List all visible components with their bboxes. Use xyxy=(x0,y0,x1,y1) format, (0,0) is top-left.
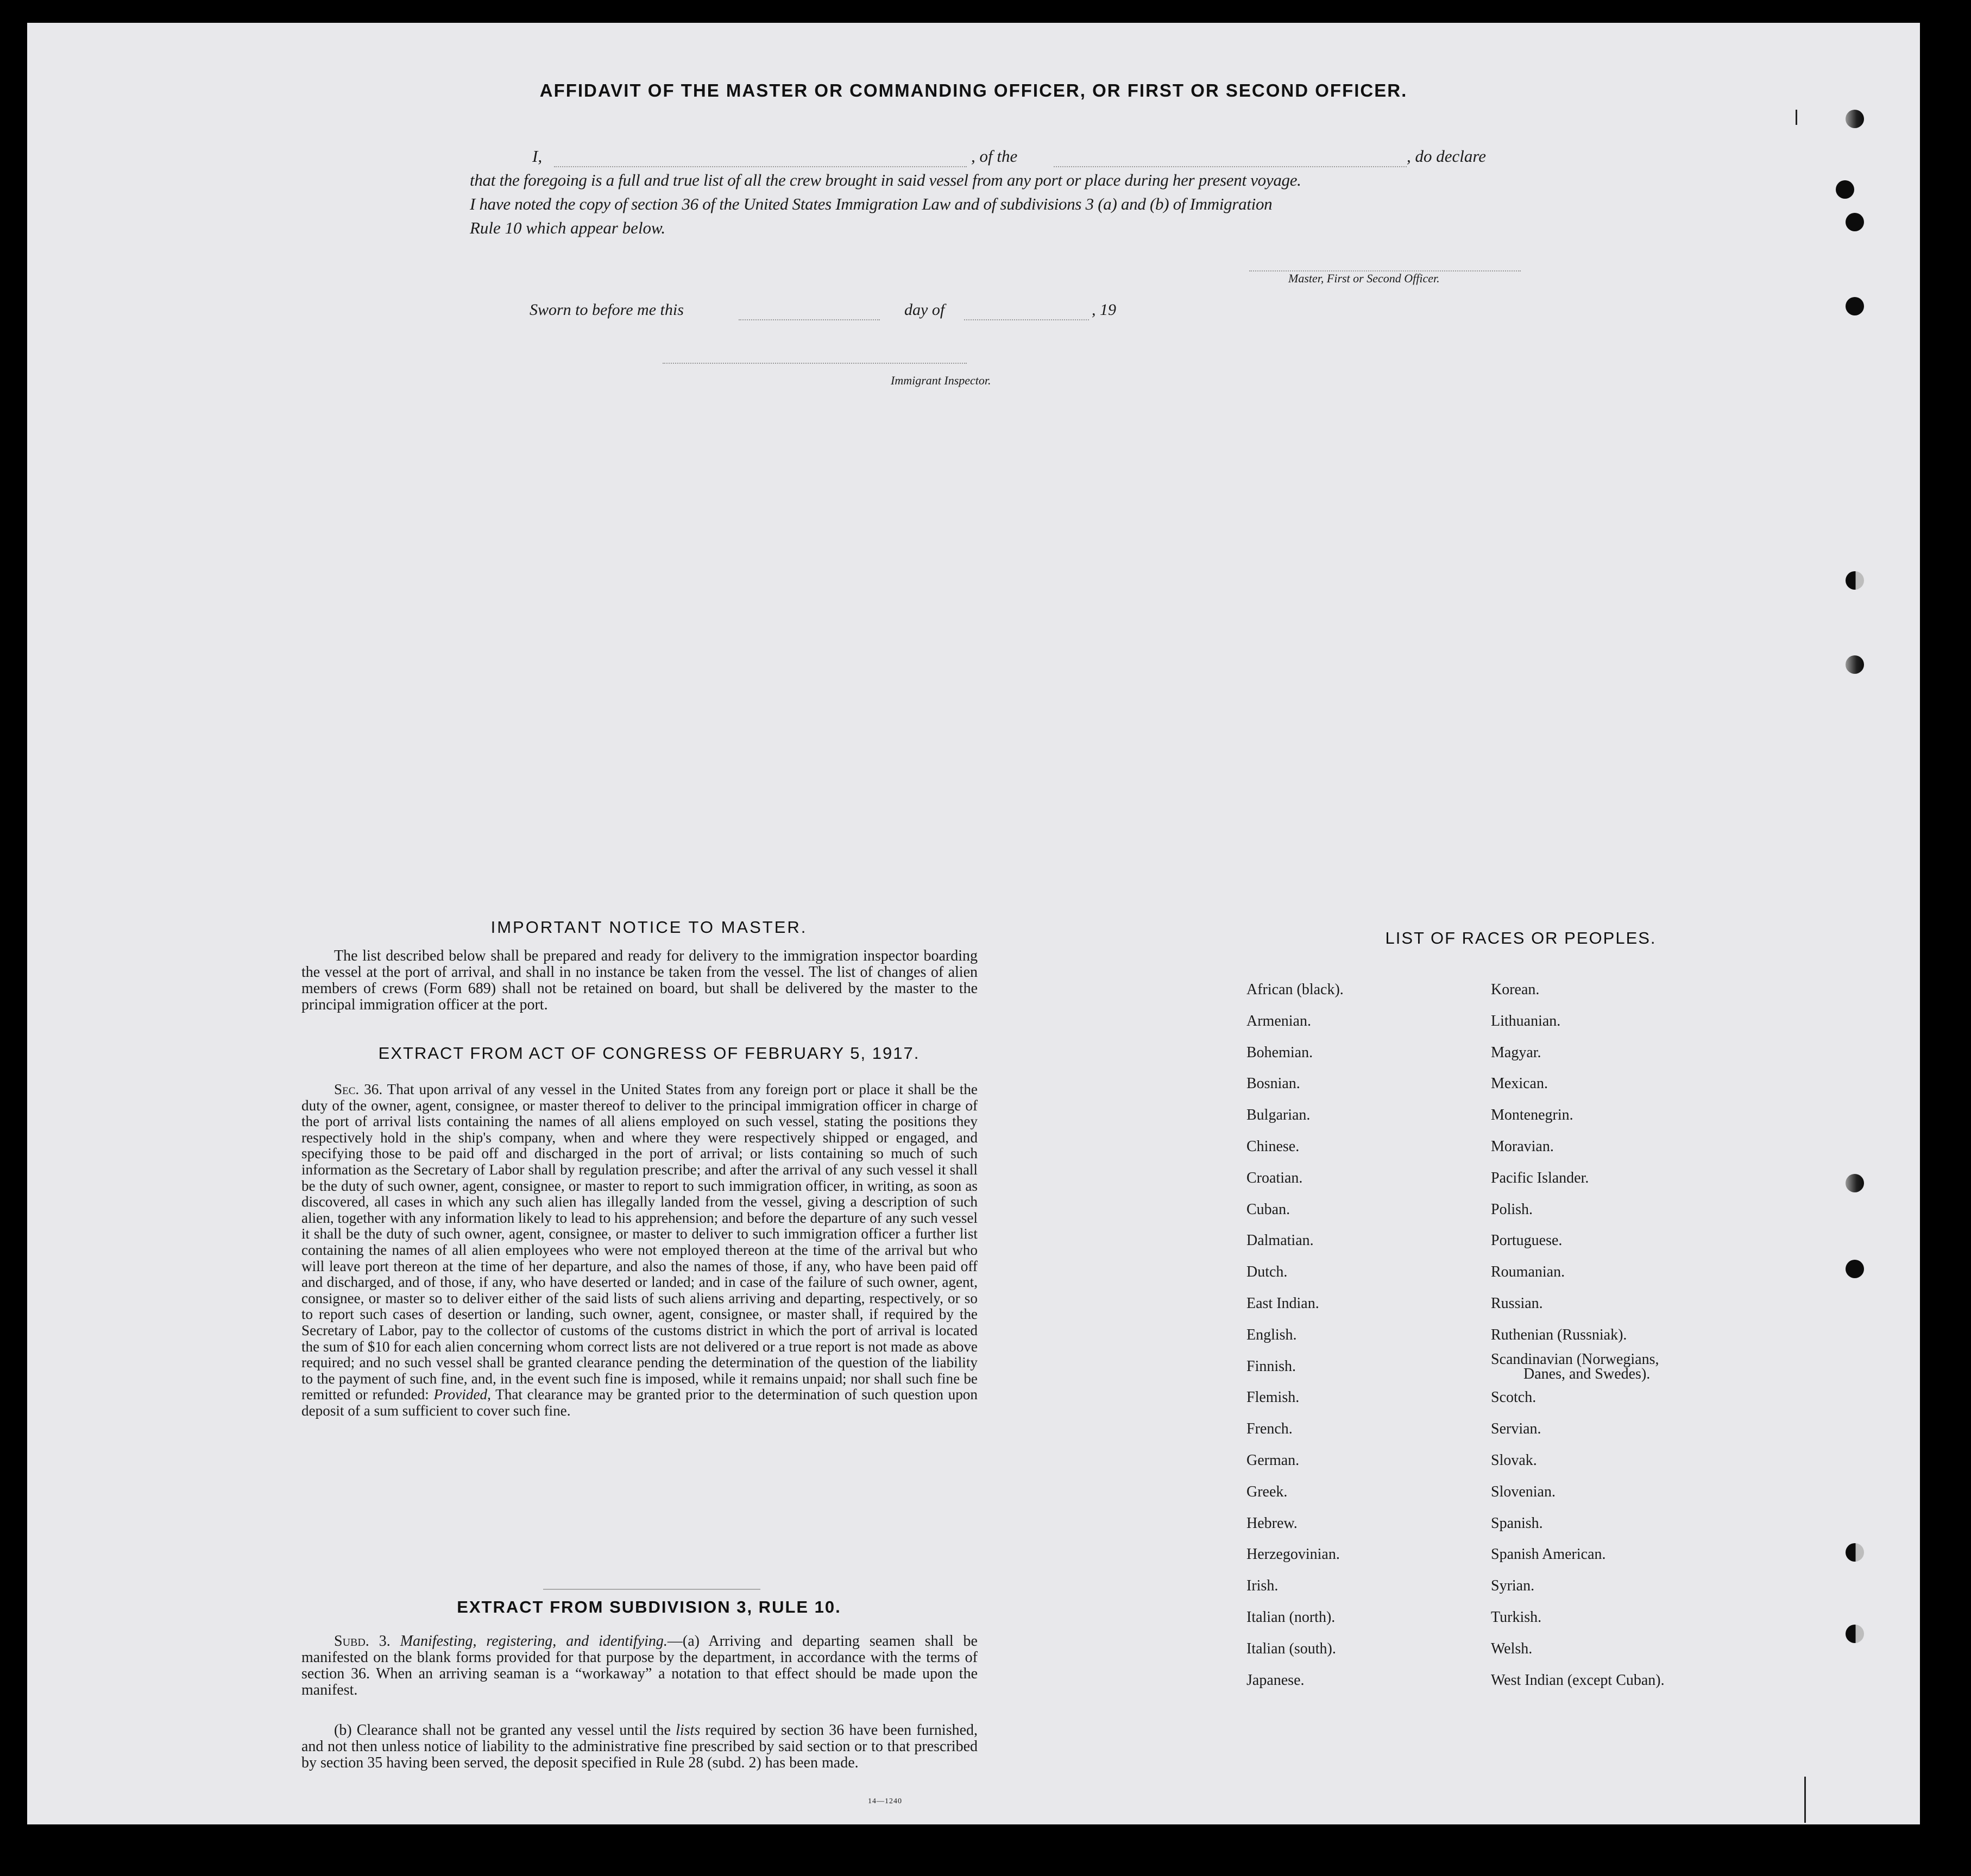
master-signature-label: Master, First or Second Officer. xyxy=(1288,271,1440,285)
declaration-line-4: Rule 10 which appear below. xyxy=(470,218,666,237)
declaration-line-3: I have noted the copy of section 36 of the United States Immigration Law and of subdivisions 3 (a) and (b) of Immigration xyxy=(470,194,1273,213)
race-item: Chinese. xyxy=(1246,1138,1300,1155)
binding-hole xyxy=(1846,1260,1864,1278)
race-item: Slovak. xyxy=(1491,1451,1537,1469)
race-item: Moravian. xyxy=(1491,1138,1554,1155)
race-item: Polish. xyxy=(1491,1201,1533,1218)
race-item: Bosnian. xyxy=(1246,1075,1300,1092)
races-left-column xyxy=(1246,974,1344,1696)
race-item: Slovenian. xyxy=(1491,1483,1556,1500)
race-item: German. xyxy=(1246,1451,1300,1469)
race-item: Magyar. xyxy=(1491,1044,1541,1061)
race-item: Syrian. xyxy=(1491,1577,1535,1595)
race-item: French. xyxy=(1246,1420,1293,1438)
notice-title: IMPORTANT NOTICE TO MASTER. xyxy=(490,918,808,937)
race-item: East Indian. xyxy=(1246,1294,1319,1312)
race-item: Hebrew. xyxy=(1246,1514,1298,1532)
race-item: Turkish. xyxy=(1491,1608,1542,1626)
sworn-line xyxy=(530,301,1208,325)
race-item: English. xyxy=(1246,1326,1297,1343)
notice-body: The list described below shall be prepared and ready for delivery to the immigration inspector boarding the vessel at the port of arrival, and shall in no instance be taken from the vessel. The list of changes of alien members of crews (Form 689) shall not be retained on board, but shall be delivered by the master to the principal immigration officer at the port. xyxy=(301,948,978,1013)
race-item: Korean. xyxy=(1491,981,1540,998)
race-item: Scotch. xyxy=(1491,1389,1537,1406)
sworn-day-field[interactable] xyxy=(739,319,880,320)
race-item: Bulgarian. xyxy=(1246,1107,1311,1124)
race-item: Montenegrin. xyxy=(1491,1107,1573,1124)
sworn-label: Sworn to before me this xyxy=(530,301,684,319)
form-number: 14—1240 xyxy=(868,1797,902,1805)
race-item: Herzegovinian. xyxy=(1246,1546,1340,1563)
race-item: Servian. xyxy=(1491,1420,1541,1438)
race-item: Lithuanian. xyxy=(1491,1012,1561,1029)
binding-hole xyxy=(1846,655,1864,674)
race-item: African (black). xyxy=(1246,981,1344,998)
race-item: Italian (north). xyxy=(1246,1608,1336,1626)
subdivision-para-a xyxy=(301,1633,978,1698)
para-b-end: required by section 36 have been furnished, and not then unless notice of liability to the administrative fine prescribed by said section or to that prescribed by section 35 having been served, the deposit specified in Rule 28 (subd. 2) has been made. xyxy=(301,1722,978,1771)
day-of-label: day of xyxy=(904,301,945,319)
inspector-signature-field[interactable] xyxy=(663,363,967,364)
race-item: Flemish. xyxy=(1246,1389,1300,1406)
race-item: West Indian (except Cuban). xyxy=(1491,1671,1665,1689)
race-item: Armenian. xyxy=(1246,1012,1311,1029)
declarant-name-field[interactable] xyxy=(554,166,967,167)
binding-hole xyxy=(1836,180,1854,199)
binding-hole xyxy=(1846,1174,1864,1192)
para-b-lists: lists xyxy=(676,1722,701,1739)
subd-para-a-text: —(a) Arriving and departing seamen shall be manifested on the blank forms provided for that purpose by the department, in accordance with the terms of section 36. When an arriving seaman is a “workaway” a notation to that effect should be made upon the manifest. xyxy=(301,1633,978,1698)
subd-heading: Manifesting, registering, and identifying. xyxy=(400,1633,668,1650)
binding-hole xyxy=(1846,297,1864,315)
affidavit-title: AFFIDAVIT OF THE MASTER OR COMMANDING OFFICER, OR FIRST OR SECOND OFFICER. xyxy=(539,80,1408,100)
race-item: Cuban. xyxy=(1246,1201,1290,1218)
race-item: Irish. xyxy=(1246,1577,1279,1595)
race-item: Spanish. xyxy=(1491,1514,1543,1532)
race-item: Scandinavian (Norwegians, xyxy=(1491,1350,1659,1368)
sworn-month-field[interactable] xyxy=(964,319,1089,320)
race-item: Spanish American. xyxy=(1491,1546,1606,1563)
race-item: Danes, and Swedes). xyxy=(1523,1365,1651,1382)
race-item: Croatian. xyxy=(1246,1169,1303,1186)
declaration-line-2: that the foregoing is a full and true list of all the crew brought in said vessel from any port or place during her present voyage. xyxy=(470,170,1301,190)
vessel-name-field[interactable] xyxy=(1054,166,1407,167)
act-extract-body xyxy=(301,1082,978,1419)
binding-hole xyxy=(1846,213,1864,231)
race-item: Russian. xyxy=(1491,1294,1543,1312)
binding-hole xyxy=(1846,110,1864,128)
act-extract-title: EXTRACT FROM ACT OF CONGRESS OF FEBRUARY 5, 1917. xyxy=(378,1044,920,1063)
race-item: Dalmatian. xyxy=(1246,1232,1314,1249)
races-right-column xyxy=(1491,974,1665,1696)
subdivision-para-b xyxy=(301,1722,978,1771)
sec-body-end: That clearance may be granted prior to the determination of such question upon deposit of a sum sufficient to cover such fine. xyxy=(301,1386,978,1419)
declarant-label: I, xyxy=(532,147,543,166)
para-b-start: (b) Clearance shall not be granted any vessel until the xyxy=(334,1722,671,1739)
do-declare-label: , do declare xyxy=(1407,147,1487,166)
races-title: LIST OF RACES OR PEOPLES. xyxy=(1385,928,1657,948)
race-item: Japanese. xyxy=(1246,1671,1305,1689)
race-item: Italian (south). xyxy=(1246,1640,1336,1657)
race-item: Ruthenian (Russniak). xyxy=(1491,1326,1627,1343)
binding-hole xyxy=(1846,1625,1864,1643)
declaration-line-1 xyxy=(532,147,1537,170)
race-item: Mexican. xyxy=(1491,1075,1548,1092)
sec-label: Sec. 36. xyxy=(334,1081,383,1097)
subd-label: Subd. 3. xyxy=(334,1633,391,1650)
pen-mark xyxy=(1796,110,1797,125)
subdivision-title: EXTRACT FROM SUBDIVISION 3, RULE 10. xyxy=(457,1597,841,1616)
race-item: Dutch. xyxy=(1246,1264,1288,1281)
race-item: Greek. xyxy=(1246,1483,1288,1500)
binding-hole xyxy=(1846,571,1864,590)
race-item: Portuguese. xyxy=(1491,1232,1563,1249)
section-divider xyxy=(543,1589,760,1590)
document-page xyxy=(27,23,1920,1824)
race-item: Pacific Islander. xyxy=(1491,1169,1589,1186)
pen-mark xyxy=(1804,1777,1806,1823)
binding-hole xyxy=(1846,1543,1864,1562)
provided-word: Provided, xyxy=(433,1386,491,1403)
race-item: Bohemian. xyxy=(1246,1044,1313,1061)
sec-body: That upon arrival of any vessel in the United States from any foreign port or place it shall be the duty of the owner, agent, consignee, or master thereof to deliver to the principal immigration officer in charge of the port of arrival lists containing the names of all aliens employed on such vessel, stating the positions they respectively hold in the ship's company, when and where they were respectively shipped or engaged, and specifying those to be paid off and discharged in the port of arrival; or lists containing so much of such information as the Secretary of Labor shall by regulation prescribe; and after the arrival of any such vessel it shall be the duty of such owner, agent, consignee, or master to report to such immigration officer, in writing, as soon as discovered, all cases in which any such alien has illegally landed from the vessel, giving a description of such alien, together with any information likely to lead to his apprehension; and before the departure of any such vessel it shall be the duty of such owner, agent, consignee, or master to deliver to such immigration officer a further list containing the names of all alien employees who were not employed thereon at the time of the arrival but who will leave port thereon at the time of her departure, and also the names of those, if any, who have been paid off and discharged, and of those, if any, who have deserted or landed; and in case of the failure of such owner, agent, consignee, or master so to deliver either of the said lists of such aliens arriving and departing, respectively, or so to report such cases of desertion or landing, such owner, agent, consignee, or master shall, if required by the Secretary of Labor, pay to the collector of customs of the customs district in which the port of arrival is located the sum of $10 for each alien concerning whom correct lists are not delivered or a true report is not made as above required; and no such vessel shall be granted clearance pending the determination of the question of the liability to the payment of such fine, and, in the event such fine is imposed, while it remains unpaid; nor shall such fine be remitted or refunded: xyxy=(301,1081,978,1403)
race-item: Roumanian. xyxy=(1491,1264,1565,1281)
year-label: , 19 xyxy=(1092,301,1116,319)
race-item: Welsh. xyxy=(1491,1640,1533,1657)
inspector-signature-label: Immigrant Inspector. xyxy=(891,374,991,387)
of-the-label: , of the xyxy=(971,147,1018,166)
race-item: Finnish. xyxy=(1246,1357,1296,1375)
